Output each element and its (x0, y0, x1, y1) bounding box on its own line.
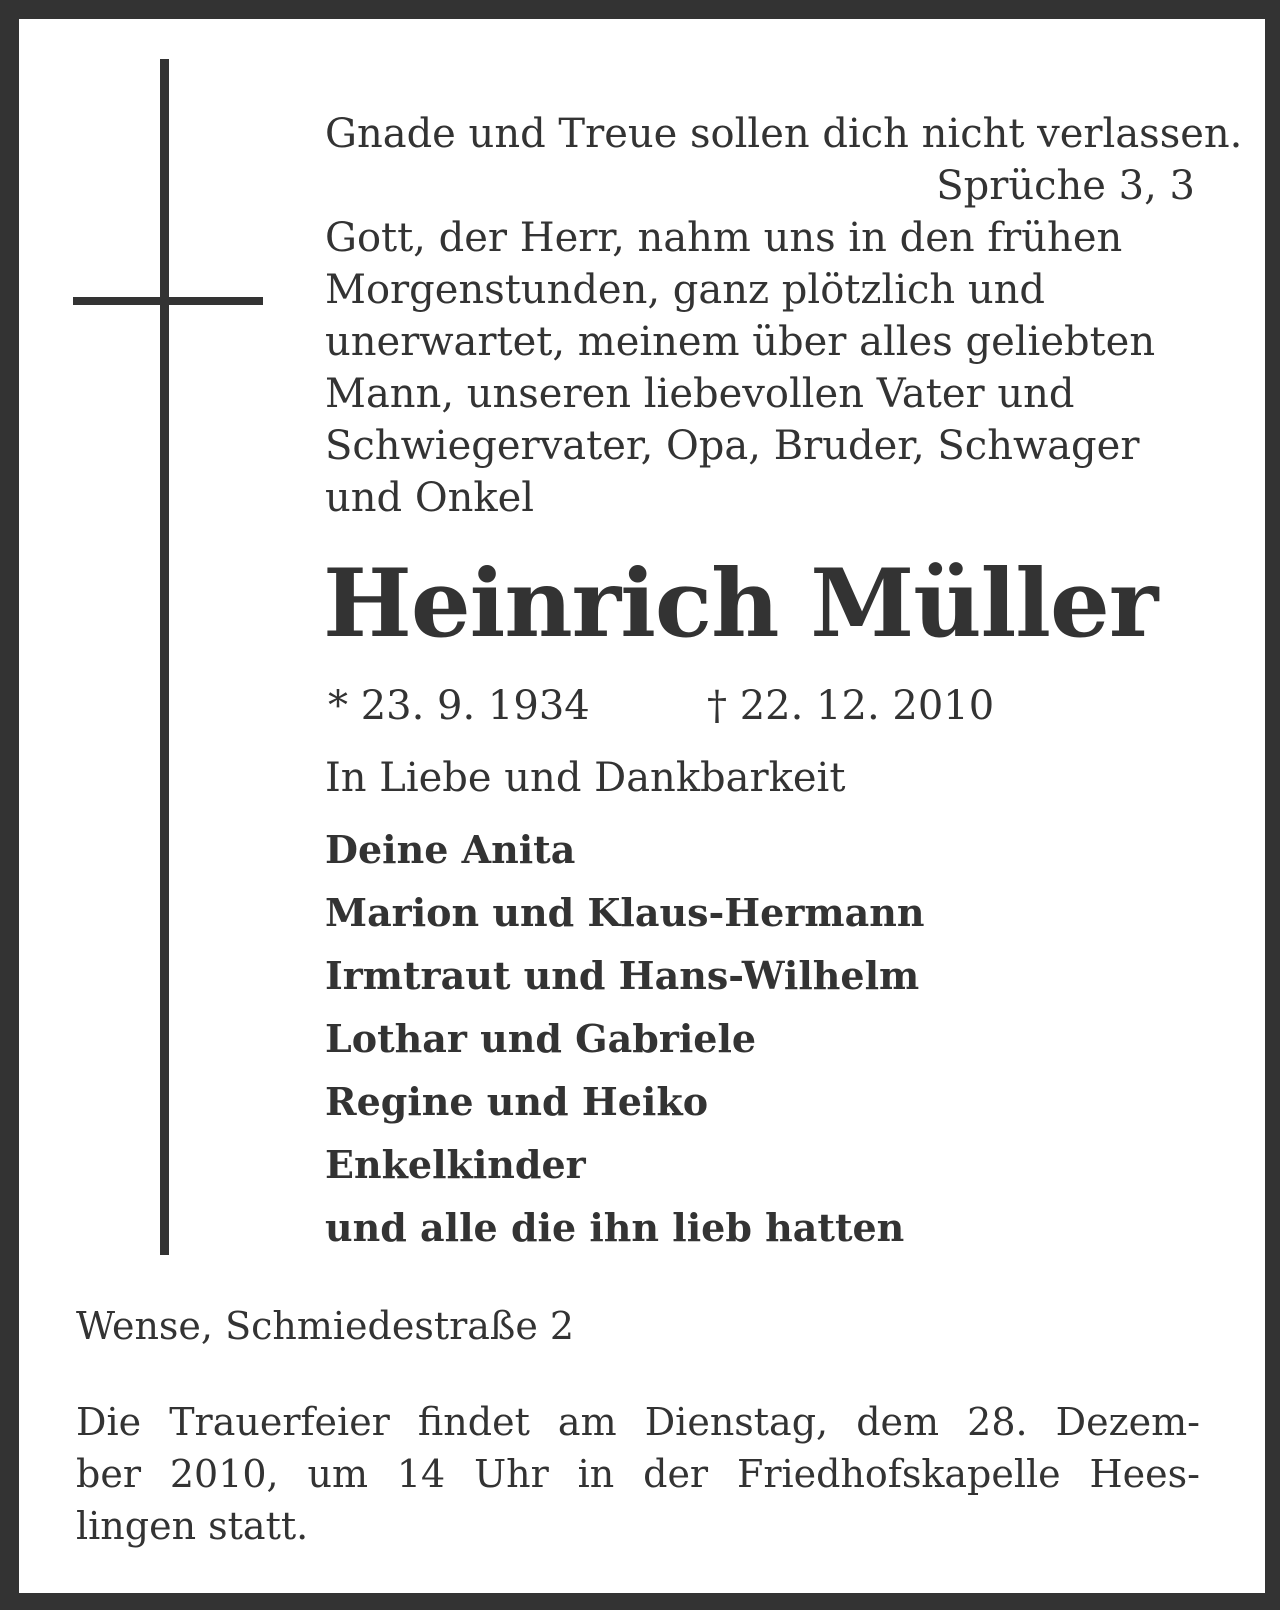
announcement-line: und Onkel (325, 475, 535, 521)
death-date: † 22. 12. 2010 (707, 683, 995, 729)
dedication-line: In Liebe und Dankbarkeit (325, 755, 846, 801)
birth-date: * 23. 9. 1934 (328, 683, 590, 729)
service-line: Die Trauerfeier findet am Dienstag, dem 28. Dezem- (76, 1400, 1200, 1444)
mourner-name: Deine Anita (325, 827, 576, 872)
bible-verse-reference: Sprüche 3, 3 (936, 163, 1195, 209)
deceased-name: Heinrich Müller (323, 549, 1158, 659)
family-address: Wense, Schmiedestraße 2 (76, 1304, 575, 1348)
mourner-name: Regine und Heiko (325, 1079, 709, 1124)
death-announcement (325, 212, 1155, 524)
funeral-service-notice (76, 1396, 1200, 1552)
service-line: lingen statt. (76, 1504, 309, 1548)
cross-icon (160, 59, 169, 1255)
announcement-line: Mann, unseren liebevollen Vater und (325, 371, 1075, 417)
mourner-name: Marion und Klaus-Hermann (325, 890, 925, 935)
mourner-name: Irmtraut und Hans-Wilhelm (325, 953, 920, 998)
announcement-line: Gott, der Herr, nahm uns in den frühen (325, 215, 1123, 261)
bible-verse: Gnade und Treue sollen dich nicht verlassen. (325, 111, 1243, 157)
announcement-line: Morgenstunden, ganz plötzlich und (325, 267, 1046, 313)
cross-icon-crossbar (73, 297, 263, 305)
service-line: ber 2010, um 14 Uhr in der Friedhofskapelle Hees- (76, 1452, 1200, 1496)
mourner-name: Lothar und Gabriele (325, 1016, 757, 1061)
mourner-name: und alle die ihn lieb hatten (325, 1205, 905, 1250)
mourner-name: Enkelkinder (325, 1142, 586, 1187)
announcement-line: unerwartet, meinem über alles geliebten (325, 319, 1156, 365)
announcement-line: Schwiegervater, Opa, Bruder, Schwager (325, 423, 1140, 469)
